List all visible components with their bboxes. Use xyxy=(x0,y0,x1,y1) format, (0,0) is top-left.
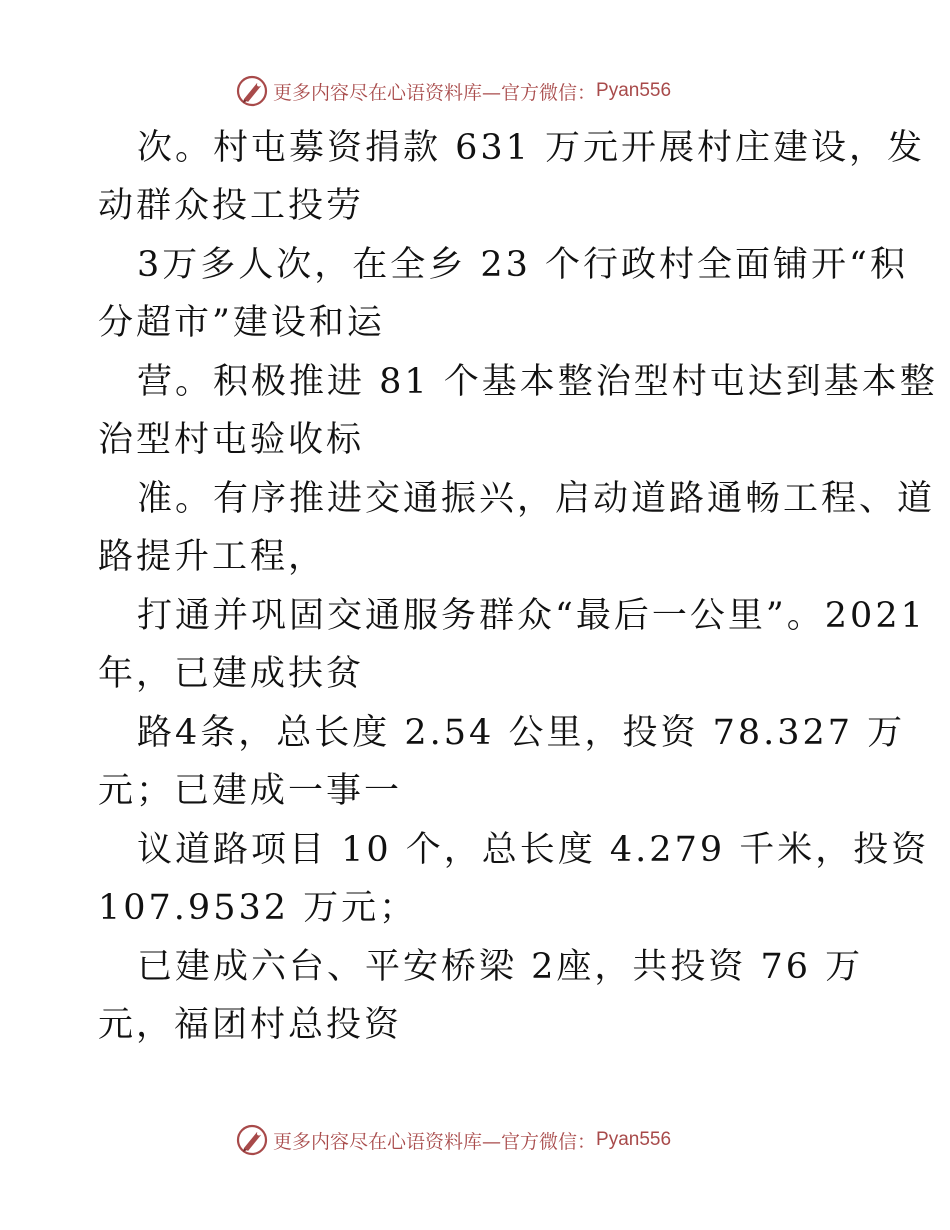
body-line: 路提升工程， xyxy=(98,537,327,577)
body-line: 107.9532 万元； xyxy=(98,888,418,928)
body-line: 已建成六台、平安桥梁 2座，共投资 76 万 xyxy=(137,947,864,987)
body-line: 3万多人次，在全乡 23 个行政村全面铺开“积 xyxy=(137,245,908,285)
watermark-wechat-id: Pyan556 xyxy=(596,1129,672,1150)
body-line: 议道路项目 10 个，总长度 4.279 千米，投资 xyxy=(137,830,930,870)
pen-logo-icon xyxy=(235,74,269,108)
body-line: 元；已建成一事一 xyxy=(98,771,403,811)
pen-logo-icon xyxy=(235,1123,269,1157)
body-line: 次。村屯募资捐款 631 万元开展村庄建设，发 xyxy=(137,128,926,168)
body-line: 分超市”建设和运 xyxy=(98,303,385,343)
watermark-wechat-id: Pyan556 xyxy=(596,80,672,101)
watermark-text: 更多内容尽在心语资料库—官方微信： xyxy=(273,1130,597,1153)
body-line: 动群众投工投劳 xyxy=(98,186,365,226)
body-line: 元，福团村总投资 xyxy=(98,1005,403,1045)
body-line: 年，已建成扶贫 xyxy=(98,654,365,694)
watermark-text: 更多内容尽在心语资料库—官方微信： xyxy=(273,81,597,104)
body-line: 营。积极推进 81 个基本整治型村屯达到基本整 xyxy=(137,362,938,402)
footer-watermark xyxy=(235,1122,671,1158)
body-line: 治型村屯验收标 xyxy=(98,420,365,460)
body-line: 准。有序推进交通振兴，启动道路通畅工程、道 xyxy=(137,479,936,519)
body-line: 路4条，总长度 2.54 公里，投资 78.327 万 xyxy=(137,713,906,753)
header-watermark xyxy=(235,73,671,109)
body-line: 打通并巩固交通服务群众“最后一公里”。2021 xyxy=(137,596,926,636)
